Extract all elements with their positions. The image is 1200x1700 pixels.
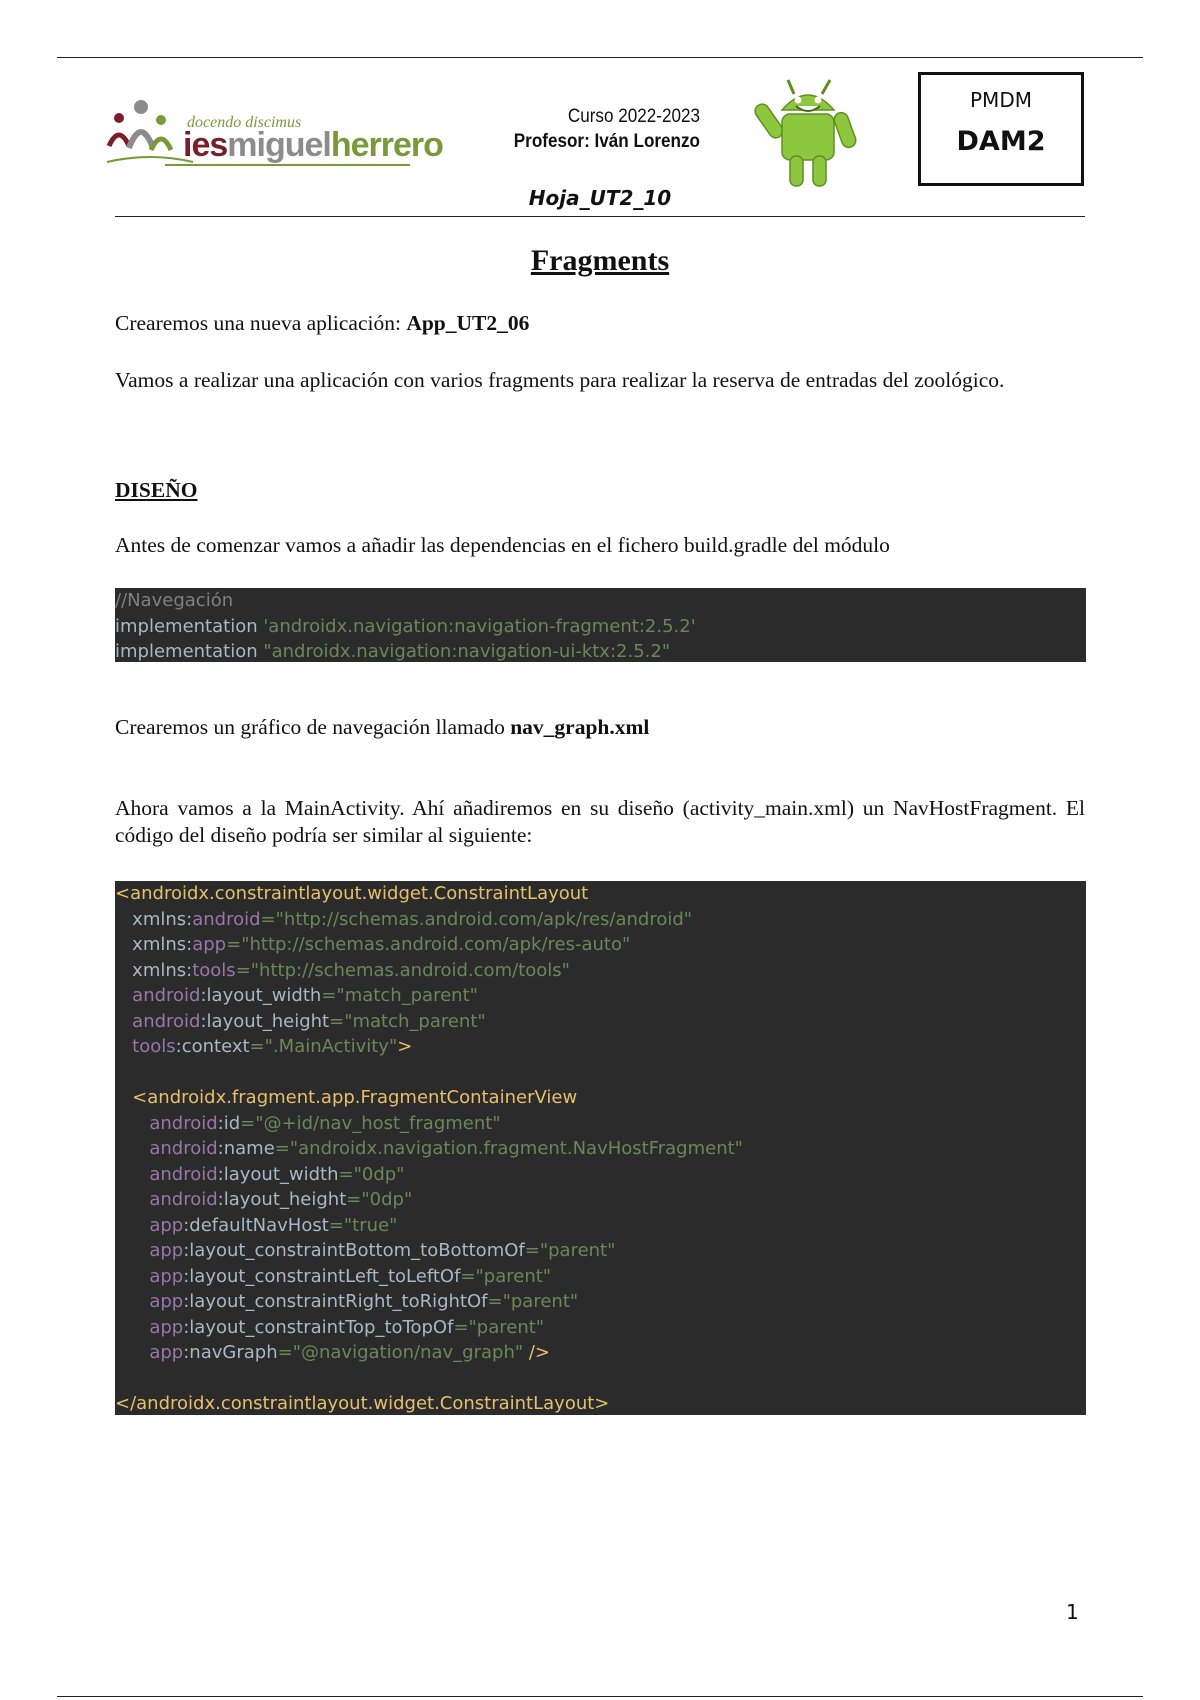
code-line (115, 1366, 1086, 1392)
code-line: implementation 'androidx.navigation:navigation-fragment:2.5.2' (115, 615, 696, 637)
code-line: xmlns:tools="http://schemas.android.com/tools" (132, 959, 570, 981)
sheet-name: Hoja_UT2_10 (528, 186, 672, 210)
school-logo (105, 98, 443, 168)
logo-underline (165, 164, 410, 166)
code-line: //Navegación (115, 590, 234, 611)
main-activity-text: Ahora vamos a la MainActivity. Ahí añadiremos en su diseño (activity_main.xml) un NavHostFragment. El código del diseño podría ser similar al siguiente: (115, 796, 1085, 847)
page-title: Fragments (530, 244, 670, 277)
code-line: app:defaultNavHost="true" (149, 1214, 398, 1236)
code-line: app:layout_constraintRight_toRightOf="parent" (149, 1291, 579, 1312)
top-rule (57, 57, 1143, 58)
code-line: android:layout_height="0dp" (149, 1189, 413, 1210)
nav-graph-filename: nav_graph.xml (510, 715, 650, 739)
dependencies-text: Antes de comenzar vamos a añadir las dependencias en el fichero build.gradle del módulo (115, 533, 890, 557)
subject-box (918, 72, 1084, 186)
code-line: android:layout_width="match_parent" (132, 985, 478, 1006)
android-mascot-icon (752, 74, 864, 190)
code-line: xmlns:app="http://schemas.android.com/apk/res-auto" (132, 934, 631, 955)
code-line: tools:context=".MainActivity"> (132, 1036, 413, 1057)
code-line: app:layout_constraintTop_toTopOf="parent" (149, 1316, 545, 1338)
course-info (493, 104, 700, 154)
intro-description: Vamos a realizar una aplicación con varios fragments para realizar la reserva de entradas del zoológico. (115, 368, 1005, 392)
group-name: DAM2 (956, 126, 1046, 157)
code-line: xmlns:android="http://schemas.android.com/apk/res/android" (132, 908, 693, 930)
code-line: android:layout_width="0dp" (149, 1163, 405, 1185)
code-line: <androidx.fragment.app.FragmentContainerView (132, 1087, 578, 1108)
logo-wordmark: iesmiguelherrero (183, 126, 443, 164)
intro-app-line: Crearemos una nueva aplicación: App_UT2_06 (115, 311, 530, 335)
code-line: implementation "androidx.navigation:navigation-ui-ktx:2.5.2" (115, 641, 671, 662)
bottom-rule (57, 1696, 1143, 1697)
app-name: App_UT2_06 (406, 311, 530, 335)
code-line: app:navGraph="@navigation/nav_graph" /> (149, 1342, 551, 1363)
subject-code: PMDM (970, 88, 1032, 112)
school-logo-figures-icon (105, 98, 195, 168)
code-line: android:layout_height="match_parent" (132, 1010, 486, 1032)
gradle-code-block (115, 588, 1086, 662)
logo-motto: docendo discimus (187, 114, 302, 131)
page-number: 1 (1066, 1600, 1079, 1624)
code-line: android:name="androidx.navigation.fragment.NavHostFragment" (149, 1138, 743, 1159)
section-heading-design: DISEÑO (115, 478, 198, 502)
code-line: app:layout_constraintBottom_toBottomOf="parent" (149, 1240, 616, 1261)
code-line: app:layout_constraintLeft_toLeftOf="parent" (149, 1265, 552, 1287)
code-line: android:id="@+id/nav_host_fragment" (149, 1112, 501, 1134)
header-rule (115, 216, 1085, 217)
code-line: <androidx.constraintlayout.widget.ConstraintLayout (115, 883, 589, 904)
course-year: Curso 2022-2023 (567, 106, 700, 127)
xml-code-block (115, 881, 1086, 1415)
code-line (115, 1060, 1086, 1086)
professor-name: Profesor: Iván Lorenzo (513, 131, 700, 152)
nav-graph-line: Crearemos un gráfico de navegación llamado nav_graph.xml (115, 715, 650, 739)
code-line: </androidx.constraintlayout.widget.ConstraintLayout> (115, 1393, 610, 1414)
